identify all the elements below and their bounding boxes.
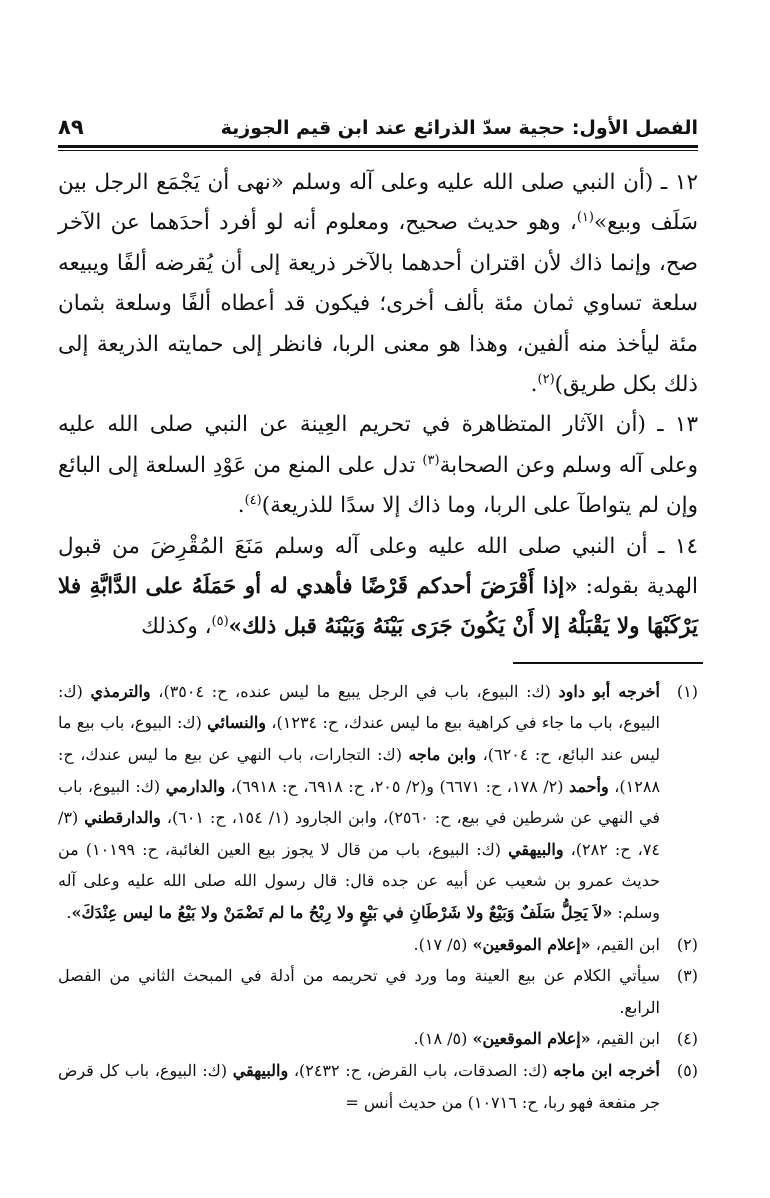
paragraph-text: ١٣ ـ (أن الآثار المتظاهرة في تحريم العِينة عن النبي صلى الله عليه وعلى آله وسلم وعن الصحابة: [58, 412, 698, 478]
footnote-text: [58, 676, 660, 929]
footnote: [58, 960, 698, 1023]
footnotes: [58, 676, 698, 1118]
footnote-segment: (ك: البيوع، باب ما جاء في كراهية بيع ما ليس عندك، ح: ١٢٣٤)،: [58, 681, 660, 733]
footnote-bold-segment: أخرجه ابن ماجه: [553, 1061, 661, 1080]
paragraph-text: ١٢ ـ (أن النبي صلى الله عليه وعلى آله وسلم «نهى أن يَجْمَع الرجل بين سَلَف وبيع»: [58, 170, 699, 236]
paragraph-text: ، وهو حديث صحيح، ومعلوم أنه لو أفرد أحدَهما عن الآخر صح، وإنما ذاك لأن اقتران أحدهما بالآخر ذريعة إلى أن يُقرضه ألفًا ويبيعه سلعة تساوي ثمان مئة بألف أخرى؛ فيكون قد أعطاه ألفًا وسلعة بثمان مئة ليأخذ منه ألفين، وهذا هو معنى الربا، فانظر إلى حمايته الذريعة إلى ذلك بكل طريق): [58, 210, 698, 398]
footnote-text: [58, 1055, 660, 1118]
footnote-segment: (٣/ ٧٤، ح: ٢٨٢)،: [58, 808, 660, 859]
chapter-title: الفصل الأول: حجية سدّ الذرائع عند ابن قيم الجوزية: [220, 117, 698, 139]
footnote-bold-segment: وابن ماجه: [408, 745, 477, 765]
paragraph-text: .: [237, 493, 245, 519]
footnote-segment: (ك: البيوع، باب في الرجل يبيع ما ليس عنده، ح: ٣٥٠٤)،: [150, 681, 559, 701]
footnote-segment: (ك: البيوع، باب بيع ما ليس عند البائع، ح: ٦٢٠٤)،: [58, 713, 661, 765]
footnote-bold-segment: والدارمي: [165, 776, 226, 796]
footnote-bold-segment: والبيهقي: [232, 1061, 289, 1080]
footnote: [58, 929, 698, 961]
footnote-bold-segment: والبيهقي: [508, 839, 564, 859]
footnote-bold-segment: والنسائي: [207, 713, 266, 733]
footnote-bold-segment: «إعلام الموقعين»: [472, 934, 591, 954]
paragraph-12: [58, 163, 698, 405]
running-header: [58, 105, 698, 139]
footnote-separator-wrap: [58, 662, 698, 664]
footnote-segment: ابن القيم،: [590, 934, 660, 954]
paragraph-text: ١٤ ـ أن النبي صلى الله عليه وعلى آله وسلم مَنَعَ المُقْرِضَ من قبول الهدية بقوله:: [58, 533, 699, 600]
header-rule-thin: [58, 150, 698, 151]
footnote-ref: (٣): [422, 452, 440, 468]
footnote-ref: (٤): [244, 493, 262, 509]
footnote-number: (٥): [676, 1061, 698, 1080]
footnote-bold-segment: «لاَ يَحِلُّ سَلَفٌ وَبَيْعٌ ولا شَرْطَانِ في بَيْعٍ ولا رِبْحُ ما لم تَضْمَنْ ولا بَيْعُ ما ليس عِنْدَكَ»: [71, 903, 613, 923]
main-text: [58, 163, 698, 648]
footnote-text: [58, 1023, 660, 1055]
paragraph-13: [58, 405, 698, 526]
footnote-bold-segment: أخرجه أبو داود: [558, 681, 660, 701]
footnote: [58, 1055, 698, 1118]
footnote-segment: (٥/ ١٧).: [413, 934, 473, 954]
footnote-text: [58, 929, 660, 961]
footnote-ref: (٥): [211, 614, 229, 630]
footnote-number: (٢): [676, 934, 698, 954]
paragraph-text: ، وكذلك: [141, 614, 212, 640]
footnote-bold-segment: والترمذي: [90, 681, 151, 701]
footnote-separator: [513, 662, 703, 664]
paragraph-14: [58, 527, 698, 648]
paragraph-text: تدل على المنع من عَوْدِ السلعة إلى البائع وإن لم يتواطآ على الربا، وما ذاك إلا سدًا للذريعة): [58, 452, 698, 519]
footnote-segment: (٢/ ١٧٨، ح: ٦٦٧١) و(٢/ ٢٠٥، ح: ٦٩١٨، ح: ٦٩١٨)،: [225, 776, 570, 796]
footnote-number: (٤): [676, 1029, 698, 1049]
footnote-bold-segment: وأحمد: [569, 776, 609, 796]
page-number: ٨٩: [58, 115, 84, 139]
footnote-segment: .: [66, 903, 72, 923]
hadith-quote: «إذا أَقْرَضَ أحدكم قَرْضًا فأهدي له أو حَمَلَهُ على الدَّابَّةِ فلا يَرْكَبْهَا ولا يَقْبَلْهُ إلا أَنْ يَكُونَ جَرَى بَيْنَهُ وَبَيْنَهُ قبل ذلك»: [58, 574, 698, 640]
footnote-segment: (٥/ ١٨).: [413, 1029, 473, 1049]
footnote-segment: (ك: الصدقات، باب القرض، ح: ٢٤٣٢)،: [288, 1061, 554, 1080]
footnote-number: (١): [676, 681, 698, 701]
header-rule-thick: [58, 145, 698, 148]
footnote-text: [58, 960, 660, 1023]
footnote-segment: ابن القيم،: [590, 1029, 660, 1049]
footnote-segment: (ك: البيوع، باب كل قرض جر منفعة فهو ربا، ح: ١٠٧١٦) من حديث أنس =: [58, 1061, 660, 1112]
footnote-ref: (٢): [537, 371, 555, 387]
paragraph-text: .: [530, 372, 538, 398]
footnote-number: (٣): [676, 966, 698, 986]
footnote: [58, 1023, 698, 1055]
footnote-ref: (١): [576, 210, 594, 226]
footnote: [58, 676, 698, 929]
footnote-bold-segment: «إعلام الموقعين»: [472, 1029, 591, 1049]
footnote-segment: (ك: البيوع، باب من قال لا يجوز بيع العين الغائبة، ح: ١٠١٩٩) من حديث عمرو بن شعيب عن أبيه عن جده قال: قال رسول الله صلى الله عليه وعلى آله وسلم:: [58, 839, 660, 923]
footnote-bold-segment: والدارقطني: [84, 808, 161, 828]
footnote-segment: (ك: البيوع، باب في النهي عن شرطين في بيع، ح: ٢٥٦٠)، وابن الجارود (١/ ١٥٤، ح: ٦٠١)،: [58, 776, 661, 828]
footnote-segment: (ك: التجارات، باب النهي عن بيع ما ليس عندك، ح: ١٢٨٨)،: [58, 745, 661, 796]
footnote-segment: سيأتي الكلام عن بيع العينة وما ورد في تحريمه من أدلة في المبحث الثاني من الفصل الرابع.: [58, 966, 660, 1017]
book-page: [58, 105, 698, 1118]
